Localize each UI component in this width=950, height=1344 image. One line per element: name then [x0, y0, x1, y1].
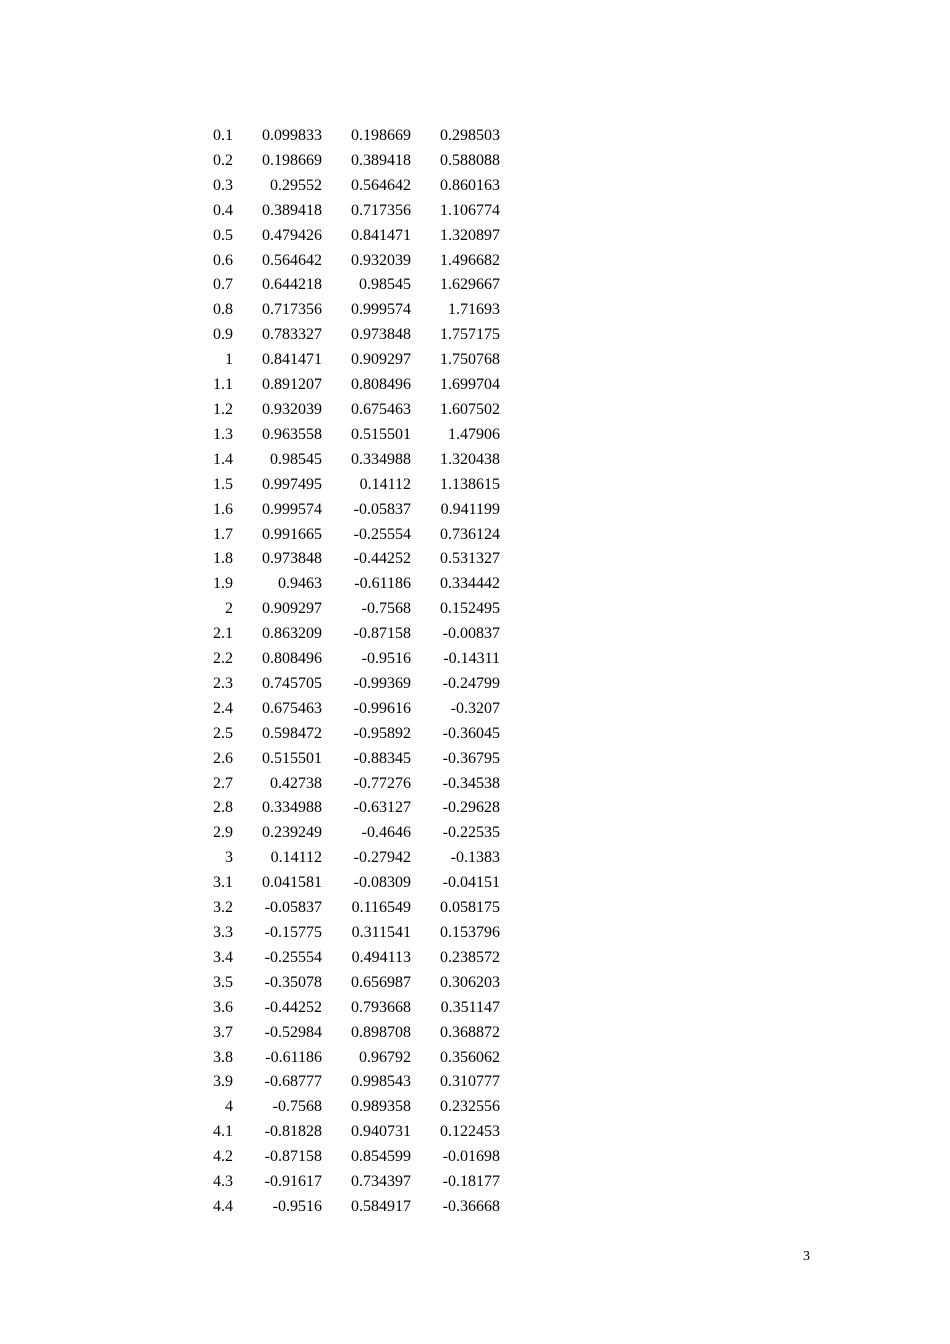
- table-cell: 0.932039: [351, 251, 411, 269]
- table-cell: -0.35078: [264, 973, 322, 991]
- table-cell: 2: [225, 600, 233, 618]
- table-cell: 0.515501: [351, 425, 411, 443]
- table-cell: 1.8: [213, 550, 233, 568]
- table-cell: 0.564642: [262, 251, 322, 269]
- table-cell: 1.607502: [440, 400, 500, 418]
- table-cell: 0.891207: [262, 376, 322, 394]
- table-cell: 0.909297: [262, 600, 322, 618]
- table-cell: 2.2: [213, 650, 233, 668]
- table-cell: 1: [225, 351, 233, 369]
- table-cell: 0.932039: [262, 400, 322, 418]
- table-row: [198, 921, 500, 946]
- table-cell: 0.841471: [351, 226, 411, 244]
- table-cell: -0.7568: [361, 600, 411, 618]
- table-cell: 0.98545: [270, 450, 322, 468]
- table-cell: 0.4: [213, 201, 233, 219]
- table-cell: -0.77276: [353, 774, 411, 792]
- table-cell: 0.6: [213, 251, 233, 269]
- table-cell: 1.750768: [440, 351, 500, 369]
- table-cell: 0.9: [213, 326, 233, 344]
- table-row: [198, 249, 500, 274]
- table-row: [198, 523, 500, 548]
- table-cell: -0.14311: [443, 650, 500, 668]
- table-cell: 0.841471: [262, 351, 322, 369]
- table-cell: -0.87158: [264, 1148, 322, 1166]
- table-cell: -0.63127: [353, 799, 411, 817]
- table-cell: -0.99369: [353, 674, 411, 692]
- table-row: [198, 597, 500, 622]
- table-row: [198, 1170, 500, 1195]
- table-row: [198, 1046, 500, 1071]
- table-cell: -0.05837: [264, 899, 322, 917]
- table-cell: 0.058175: [440, 899, 500, 917]
- table-cell: -0.25554: [264, 948, 322, 966]
- table-cell: 1.1: [213, 376, 233, 394]
- table-cell: 0.531327: [440, 550, 500, 568]
- table-cell: 0.96792: [359, 1048, 411, 1066]
- table-cell: 1.699704: [440, 376, 500, 394]
- table-cell: 0.389418: [351, 151, 411, 169]
- table-row: [198, 846, 500, 871]
- table-cell: 1.6: [213, 500, 233, 518]
- table-cell: 1.138615: [440, 475, 500, 493]
- table-row: [198, 1145, 500, 1170]
- table-cell: -0.9516: [272, 1197, 322, 1215]
- table-row: [198, 174, 500, 199]
- table-cell: 2.9: [213, 824, 233, 842]
- table-cell: -0.68777: [264, 1073, 322, 1091]
- table-cell: 0.122453: [440, 1123, 500, 1141]
- table-row: [198, 871, 500, 896]
- table-row: [198, 572, 500, 597]
- table-cell: 2.4: [213, 699, 233, 717]
- table-cell: 3.5: [213, 973, 233, 991]
- table-cell: 4.1: [213, 1123, 233, 1141]
- table-cell: 0.334988: [351, 450, 411, 468]
- table-cell: 0.29552: [270, 176, 322, 194]
- table-cell: 0.644218: [262, 276, 322, 294]
- table-cell: 0.909297: [351, 351, 411, 369]
- table-cell: 3.2: [213, 899, 233, 917]
- table-cell: 1.7: [213, 525, 233, 543]
- table-cell: -0.25554: [353, 525, 411, 543]
- table-cell: -0.27942: [353, 849, 411, 867]
- table-row: [198, 1120, 500, 1145]
- table-cell: 0.745705: [262, 674, 322, 692]
- table-row: [198, 1070, 500, 1095]
- table-cell: 3.1: [213, 874, 233, 892]
- table-cell: 0.310777: [440, 1073, 500, 1091]
- table-cell: 1.629667: [440, 276, 500, 294]
- table-cell: 1.5: [213, 475, 233, 493]
- table-cell: 2.3: [213, 674, 233, 692]
- table-row: [198, 1021, 500, 1046]
- table-cell: 0.42738: [270, 774, 322, 792]
- table-cell: -0.88345: [353, 749, 411, 767]
- table-cell: 0.311541: [351, 924, 411, 941]
- table-cell: 0.564642: [351, 176, 411, 194]
- table-cell: -0.3207: [450, 699, 500, 717]
- table-row: [198, 946, 500, 971]
- table-cell: 1.496682: [440, 251, 500, 269]
- table-row: [198, 796, 500, 821]
- table-cell: -0.00837: [442, 625, 500, 643]
- table-cell: -0.95892: [353, 724, 411, 742]
- table-cell: -0.05837: [353, 500, 411, 518]
- table-row: [198, 124, 500, 149]
- table-cell: 2.5: [213, 724, 233, 742]
- table-cell: 4.4: [213, 1197, 233, 1215]
- table-cell: -0.44252: [353, 550, 411, 568]
- table-row: [198, 199, 500, 224]
- table-cell: 0.153796: [440, 924, 500, 941]
- table-row: [198, 772, 500, 797]
- table-cell: -0.61186: [354, 575, 411, 593]
- table-row: [198, 622, 500, 647]
- table-cell: 0.494113: [351, 948, 411, 966]
- table-row: [198, 821, 500, 846]
- table-row: [198, 896, 500, 921]
- table-cell: -0.9516: [361, 650, 411, 668]
- table-cell: 0.860163: [440, 176, 500, 194]
- table-cell: 3.3: [213, 924, 233, 941]
- table-row: [198, 547, 500, 572]
- table-cell: 0.9463: [278, 575, 322, 593]
- table-row: [198, 1195, 500, 1220]
- table-cell: -0.29628: [442, 799, 500, 817]
- table-cell: 1.4: [213, 450, 233, 468]
- table-cell: 0.999574: [351, 301, 411, 319]
- data-table-body: [198, 124, 500, 1220]
- table-cell: 0.783327: [262, 326, 322, 344]
- table-cell: 4: [225, 1098, 233, 1116]
- table-cell: -0.36795: [442, 749, 500, 767]
- table-row: [198, 722, 500, 747]
- table-cell: 0.98545: [359, 276, 411, 294]
- table-cell: 2.8: [213, 799, 233, 817]
- table-row: [198, 1095, 500, 1120]
- table-row: [198, 423, 500, 448]
- table-row: [198, 647, 500, 672]
- table-cell: 0.041581: [262, 874, 322, 892]
- table-row: [198, 298, 500, 323]
- table-cell: -0.4646: [361, 824, 411, 842]
- table-cell: 0.239249: [262, 824, 322, 842]
- table-cell: 1.320897: [440, 226, 500, 244]
- table-cell: -0.08309: [353, 874, 411, 892]
- table-cell: 1.320438: [440, 450, 500, 468]
- table-cell: 0.14112: [359, 475, 411, 493]
- table-cell: -0.04151: [442, 874, 500, 892]
- table-cell: 0.973848: [351, 326, 411, 344]
- table-cell: 0.973848: [262, 550, 322, 568]
- table-cell: -0.15775: [264, 924, 322, 941]
- table-cell: -0.61186: [265, 1048, 322, 1066]
- table-cell: 2.6: [213, 749, 233, 767]
- table-cell: 1.757175: [440, 326, 500, 344]
- table-cell: 3.4: [213, 948, 233, 966]
- table-cell: -0.34538: [442, 774, 500, 792]
- table-row: [198, 672, 500, 697]
- table-cell: 0.963558: [262, 425, 322, 443]
- table-cell: 0.306203: [440, 973, 500, 991]
- table-row: [198, 448, 500, 473]
- table-cell: 1.106774: [440, 201, 500, 219]
- table-cell: 0.479426: [262, 226, 322, 244]
- table-cell: 0.808496: [351, 376, 411, 394]
- table-cell: 0.238572: [440, 948, 500, 966]
- table-cell: 2.1: [213, 625, 233, 643]
- table-cell: 0.736124: [440, 525, 500, 543]
- table-cell: 3.9: [213, 1073, 233, 1091]
- table-row: [198, 697, 500, 722]
- table-row: [198, 996, 500, 1021]
- table-cell: 3: [225, 849, 233, 867]
- table-cell: 0.7: [213, 276, 233, 294]
- table-cell: 0.808496: [262, 650, 322, 668]
- table-row: [198, 498, 500, 523]
- table-cell: -0.01698: [442, 1148, 500, 1166]
- table-cell: 0.389418: [262, 201, 322, 219]
- table-cell: -0.52984: [264, 1023, 322, 1041]
- table-row: [198, 373, 500, 398]
- table-cell: 0.5: [213, 226, 233, 244]
- table-cell: -0.91617: [264, 1173, 322, 1191]
- table-cell: 0.1: [213, 127, 233, 144]
- table-cell: 0.656987: [351, 973, 411, 991]
- page-number: 3: [803, 1249, 810, 1264]
- table-cell: 0.998543: [351, 1073, 411, 1091]
- table-cell: 0.793668: [351, 998, 411, 1016]
- table-row: [198, 323, 500, 348]
- table-cell: 0.2: [213, 151, 233, 169]
- table-row: [198, 348, 500, 373]
- table-cell: 0.584917: [351, 1197, 411, 1215]
- table-cell: 0.152495: [440, 600, 500, 618]
- table-cell: 1.9: [213, 575, 233, 593]
- table-cell: -0.87158: [353, 625, 411, 643]
- table-cell: 0.989358: [351, 1098, 411, 1116]
- table-cell: 0.298503: [440, 127, 500, 144]
- table-cell: -0.36045: [442, 724, 500, 742]
- table-cell: 0.997495: [262, 475, 322, 493]
- table-cell: -0.18177: [442, 1173, 500, 1191]
- table-cell: -0.81828: [264, 1123, 322, 1141]
- table-cell: 0.356062: [440, 1048, 500, 1066]
- table-cell: 1.47906: [448, 425, 500, 443]
- table-cell: 0.940731: [351, 1123, 411, 1141]
- table-cell: 0.334442: [440, 575, 500, 593]
- table-cell: 0.675463: [262, 699, 322, 717]
- data-table: [198, 124, 500, 1220]
- table-cell: -0.22535: [442, 824, 500, 842]
- table-cell: 0.8: [213, 301, 233, 319]
- table-cell: 3.6: [213, 998, 233, 1016]
- table-row: [198, 473, 500, 498]
- table-cell: 4.3: [213, 1173, 233, 1191]
- table-cell: 1.71693: [448, 301, 500, 319]
- table-cell: 0.334988: [262, 799, 322, 817]
- table-cell: 0.198669: [262, 151, 322, 169]
- table-cell: 0.099833: [262, 127, 322, 144]
- table-cell: 0.515501: [262, 749, 322, 767]
- table-cell: 0.734397: [351, 1173, 411, 1191]
- table-cell: 0.898708: [351, 1023, 411, 1041]
- table-row: [198, 971, 500, 996]
- table-cell: -0.99616: [353, 699, 411, 717]
- table-cell: -0.1383: [450, 849, 500, 867]
- table-cell: 0.588088: [440, 151, 500, 169]
- table-row: [198, 398, 500, 423]
- table-cell: 0.598472: [262, 724, 322, 742]
- table-cell: 1.3: [213, 425, 233, 443]
- table-cell: -0.7568: [272, 1098, 322, 1116]
- table-cell: -0.24799: [442, 674, 500, 692]
- table-cell: 0.232556: [440, 1098, 500, 1116]
- table-cell: -0.44252: [264, 998, 322, 1016]
- table-cell: 0.198669: [351, 127, 411, 144]
- table-cell: 0.351147: [440, 998, 500, 1016]
- table-cell: 3.7: [213, 1023, 233, 1041]
- table-cell: 0.14112: [270, 849, 322, 867]
- table-cell: 0.717356: [351, 201, 411, 219]
- table-row: [198, 224, 500, 249]
- table-cell: 0.3: [213, 176, 233, 194]
- table-cell: -0.36668: [442, 1197, 500, 1215]
- table-cell: 2.7: [213, 774, 233, 792]
- table-cell: 0.991665: [262, 525, 322, 543]
- table-cell: 0.717356: [262, 301, 322, 319]
- table-row: [198, 273, 500, 298]
- table-row: [198, 747, 500, 772]
- table-cell: 0.675463: [351, 400, 411, 418]
- table-cell: 1.2: [213, 400, 233, 418]
- table-cell: 0.116549: [351, 899, 411, 917]
- table-cell: 0.863209: [262, 625, 322, 643]
- table-cell: 0.368872: [440, 1023, 500, 1041]
- table-cell: 0.854599: [351, 1148, 411, 1166]
- table-cell: 0.999574: [262, 500, 322, 518]
- table-cell: 0.941199: [440, 500, 500, 518]
- table-cell: 4.2: [213, 1148, 233, 1166]
- table-cell: 3.8: [213, 1048, 233, 1066]
- table-row: [198, 149, 500, 174]
